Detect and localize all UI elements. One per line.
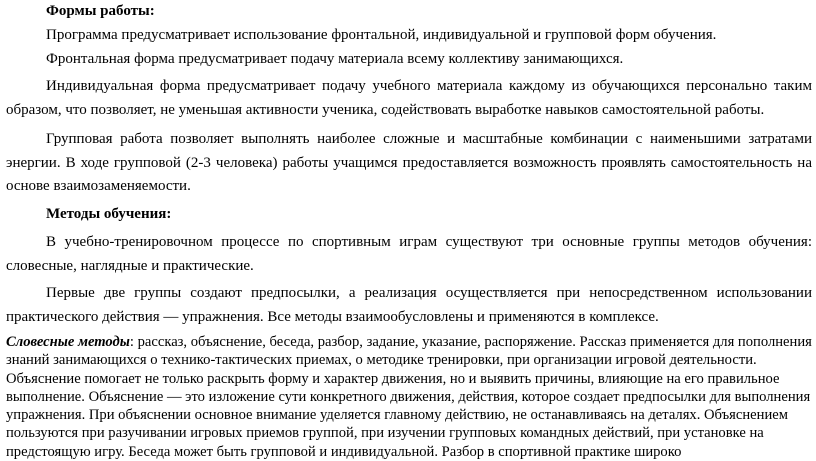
paragraph-group: Групповая работа позволяет выполнять наиболее сложные и масштабные комбинации с наименьшими затратами энергии. В ходе групповой (2-3 человека) работы учащимся предоставляется возможность проявлять самостоятельность на основе взаимозаменяемости.: [6, 131, 812, 195]
paragraph-frontal: Фронтальная форма предусматривает подачу материала всему коллективу занимающихся.: [46, 51, 624, 67]
methods-heading: Методы обучения:: [46, 206, 172, 222]
verbal-methods-lead: Словесные методы: [6, 334, 130, 350]
verbal-methods-text: : рассказ, объяснение, беседа, разбор, задание, указание, распоряжение. Рассказ применяется для пополнения знаний занимающихся о технико-тактических приемах, о методике тренировки, при организации игровой деятельности. Объяснение помогает не только раскрыть форму и характер движения, но и выявить причины, влияющие на его правильное выполнение. Объяснение — это изложение сути конкретного движения, действия, которое создает предпосылки для выполнения упражнения. При объяснении основное внимание уделяется главному действию, не останавливаясь на деталях. Объяснением пользуются при разучивании игровых приемов группой, при изучении групповых командных действий, при установке на предстоящую игру. Беседа может быть групповой и индивидуальной. Разбор в спортивной практике широко: [6, 334, 812, 460]
paragraph-methods-intro: В учебно-тренировочном процессе по спортивным играм существуют три основные группы методов обучения: словесные, наглядные и практические.: [6, 234, 812, 274]
paragraph-verbal-methods: [6, 333, 812, 461]
paragraph-first-two-groups: Первые две группы создают предпосылки, а реализация осуществляется при непосредственном использовании практического действия — упражнения. Все методы взаимообусловлены и применяются в комплексе.: [6, 285, 812, 325]
forms-heading: Формы работы:: [46, 3, 155, 19]
paragraph-individual: Индивидуальная форма предусматривает подачу учебного материала каждому из обучающихся персонально таким образом, что позволяет, не уменьшая активности ученика, содействовать выработке навыков самостоятельной работы.: [6, 78, 812, 118]
paragraph-forms-intro: Программа предусматривает использование фронтальной, индивидуальной и групповой форм обучения.: [46, 27, 717, 43]
